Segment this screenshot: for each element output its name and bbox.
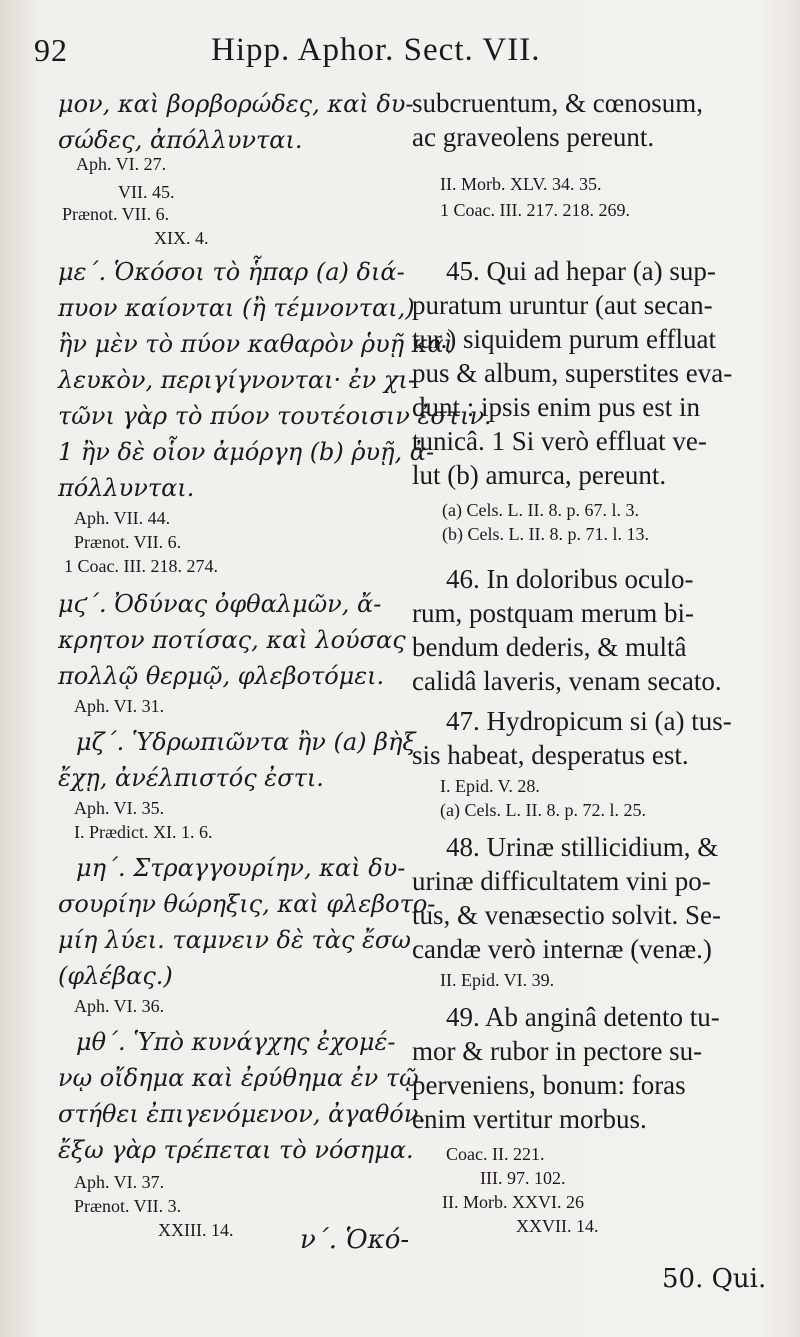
reference-line: II. Morb. XLV. 34. 35.	[440, 174, 602, 194]
text-line: νῳ οἴδημα καὶ ἐρύθημα ἐν τῷ	[58, 1064, 419, 1092]
text-line: mor & rubor in pectore su-	[412, 1036, 703, 1066]
text-line: rum, postquam merum bi-	[412, 598, 694, 628]
text-line: dunt : ipsis enim pus est in	[412, 392, 701, 422]
reference-line: Prænot. VII. 3.	[74, 1196, 182, 1216]
aphorism-49-greek: μθ΄. Ὑπὸ κυνάγχης ἐχομέ-	[76, 1028, 396, 1056]
aphorism-45-latin: 45. Qui ad hepar (a) sup-	[446, 256, 716, 286]
aphorism-46-latin: 46. In doloribus oculo-	[446, 564, 694, 594]
text-line: τῶνι γὰρ τὸ πύον τουτέοισιν ἐστιν.	[58, 402, 492, 430]
reference-line: Prænot. VII. 6.	[62, 204, 170, 224]
reference-line: I. Prædict. XI. 1. 6.	[74, 822, 213, 842]
footnote: (b) Cels. L. II. 8. p. 71. l. 13.	[442, 524, 649, 544]
reference-line: I. Epid. V. 28.	[440, 776, 540, 796]
reference-line: Coac. II. 221.	[446, 1144, 545, 1164]
text-line: κρητον ποτίσας, καὶ λούσας	[58, 626, 406, 654]
footnote: (a) Cels. L. II. 8. p. 67. l. 3.	[442, 500, 639, 520]
reference-line: II. Morb. XXVI. 26	[442, 1192, 584, 1212]
text-line: tus, & venæsectio solvit. Se-	[412, 900, 721, 930]
reference-line: XXVII. 14.	[516, 1216, 599, 1236]
text-line: σώδες, ἀπόλλυνται.	[58, 126, 303, 154]
text-line: μίη λύει. ταμνειν δὲ τὰς ἔσω	[58, 926, 411, 954]
text-line: tur.) siquidem purum effluat	[412, 324, 716, 354]
text-line: (φλέβας.)	[58, 962, 173, 990]
reference-line: II. Epid. VI. 39.	[440, 970, 555, 990]
reference-line: Aph. VI. 27.	[76, 154, 167, 174]
text-line: pus & album, superstites eva-	[412, 358, 733, 388]
text-line: tunicâ. 1 Si verò effluat ve-	[412, 426, 707, 456]
page-number: 92	[34, 32, 68, 68]
text-line: πολλῷ θερμῷ, φλεβοτόμει.	[58, 662, 385, 690]
text-line: 1 ἢν δὲ οἷον ἀμόργη (b) ῥυῇ, ἀ-	[58, 438, 435, 466]
aphorism-48-latin: 48. Urinæ stillicidium, &	[446, 832, 719, 862]
text-line: urinæ difficultatem vini po-	[412, 866, 711, 896]
running-head: Hipp. Aphor. Sect. VII.	[211, 32, 541, 68]
reference-line: Aph. VI. 35.	[74, 798, 165, 818]
text-line: bendum dederis, & multâ	[412, 632, 687, 662]
reference-line: III. 97. 102.	[480, 1168, 566, 1188]
reference-line: XXIII. 14.	[158, 1220, 234, 1240]
reference-line: Aph. VI. 37.	[74, 1172, 165, 1192]
text-line: στήθει ἐπιγενόμενον, ἀγαθόν.	[58, 1100, 426, 1128]
text-line: subcruentum, & cœnosum,	[412, 88, 703, 118]
reference-line: VII. 45.	[118, 182, 175, 202]
reference-line: Aph. VI. 36.	[74, 996, 165, 1016]
text-line: puratum uruntur (aut secan-	[412, 290, 713, 320]
aphorism-48-greek: μη΄. Στραγγουρίην, καὶ δυ-	[76, 854, 406, 882]
text-line: ἔξω γὰρ τρέπεται τὸ νόσημα.	[58, 1136, 414, 1164]
text-line: πυον καίονται (ἢ τέμνονται,)	[58, 294, 415, 322]
text-line: λευκὸν, περιγίγνονται· ἐν χι-	[58, 366, 416, 394]
reference-line: 1 Coac. III. 217. 218. 269.	[440, 200, 630, 220]
reference-line: XIX. 4.	[154, 228, 209, 248]
text-line: sis habeat, desperatus est.	[412, 740, 689, 770]
text-line: μον, καὶ βορβορώδες, καὶ δυ-	[58, 90, 414, 118]
text-line: perveniens, bonum: foras	[412, 1070, 686, 1100]
aphorism-47-greek: μζ΄. Ὑδρωπιῶντα ἢν (a) βὴξ	[76, 728, 416, 756]
reference-line: Aph. VI. 31.	[74, 696, 165, 716]
aphorism-45-greek: με΄. Ὁκόσοι τὸ ἧπαρ (a) διά-	[58, 258, 405, 286]
catchword-latin: 50. Qui.	[662, 1264, 767, 1294]
text-line: lut (b) amurca, pereunt.	[412, 460, 667, 490]
text-line: πόλλυνται.	[58, 474, 195, 502]
text-line: candæ verò internæ (venæ.)	[412, 934, 712, 964]
text-line: σουρίην θώρηξις, καὶ φλεβοτο-	[58, 890, 436, 918]
page-header	[34, 28, 594, 78]
text-line: ἢν μὲν τὸ πύον καθαρὸν ῥυῇ καὶ	[58, 330, 454, 358]
aphorism-47-latin: 47. Hydropicum si (a) tus-	[446, 706, 732, 736]
footnote: (a) Cels. L. II. 8. p. 72. l. 25.	[440, 800, 646, 820]
catchword-greek: ν΄. Ὁκό-	[300, 1225, 410, 1255]
reference-line: Aph. VII. 44.	[74, 508, 171, 528]
text-line: ac graveolens pereunt.	[412, 122, 655, 152]
aphorism-46-greek: μϛ΄. Ὀδύνας ὀφθαλμῶν, ἄ-	[58, 590, 382, 618]
text-line: ἔχῃ, ἀνέλπιστός ἐστι.	[58, 764, 324, 792]
text-line: calidâ laveris, venam secato.	[412, 666, 722, 696]
aphorism-49-latin: 49. Ab anginâ detento tu-	[446, 1002, 720, 1032]
reference-line: Prænot. VII. 6.	[74, 532, 182, 552]
reference-line: 1 Coac. III. 218. 274.	[64, 556, 218, 576]
text-line: enim vertitur morbus.	[412, 1104, 647, 1134]
